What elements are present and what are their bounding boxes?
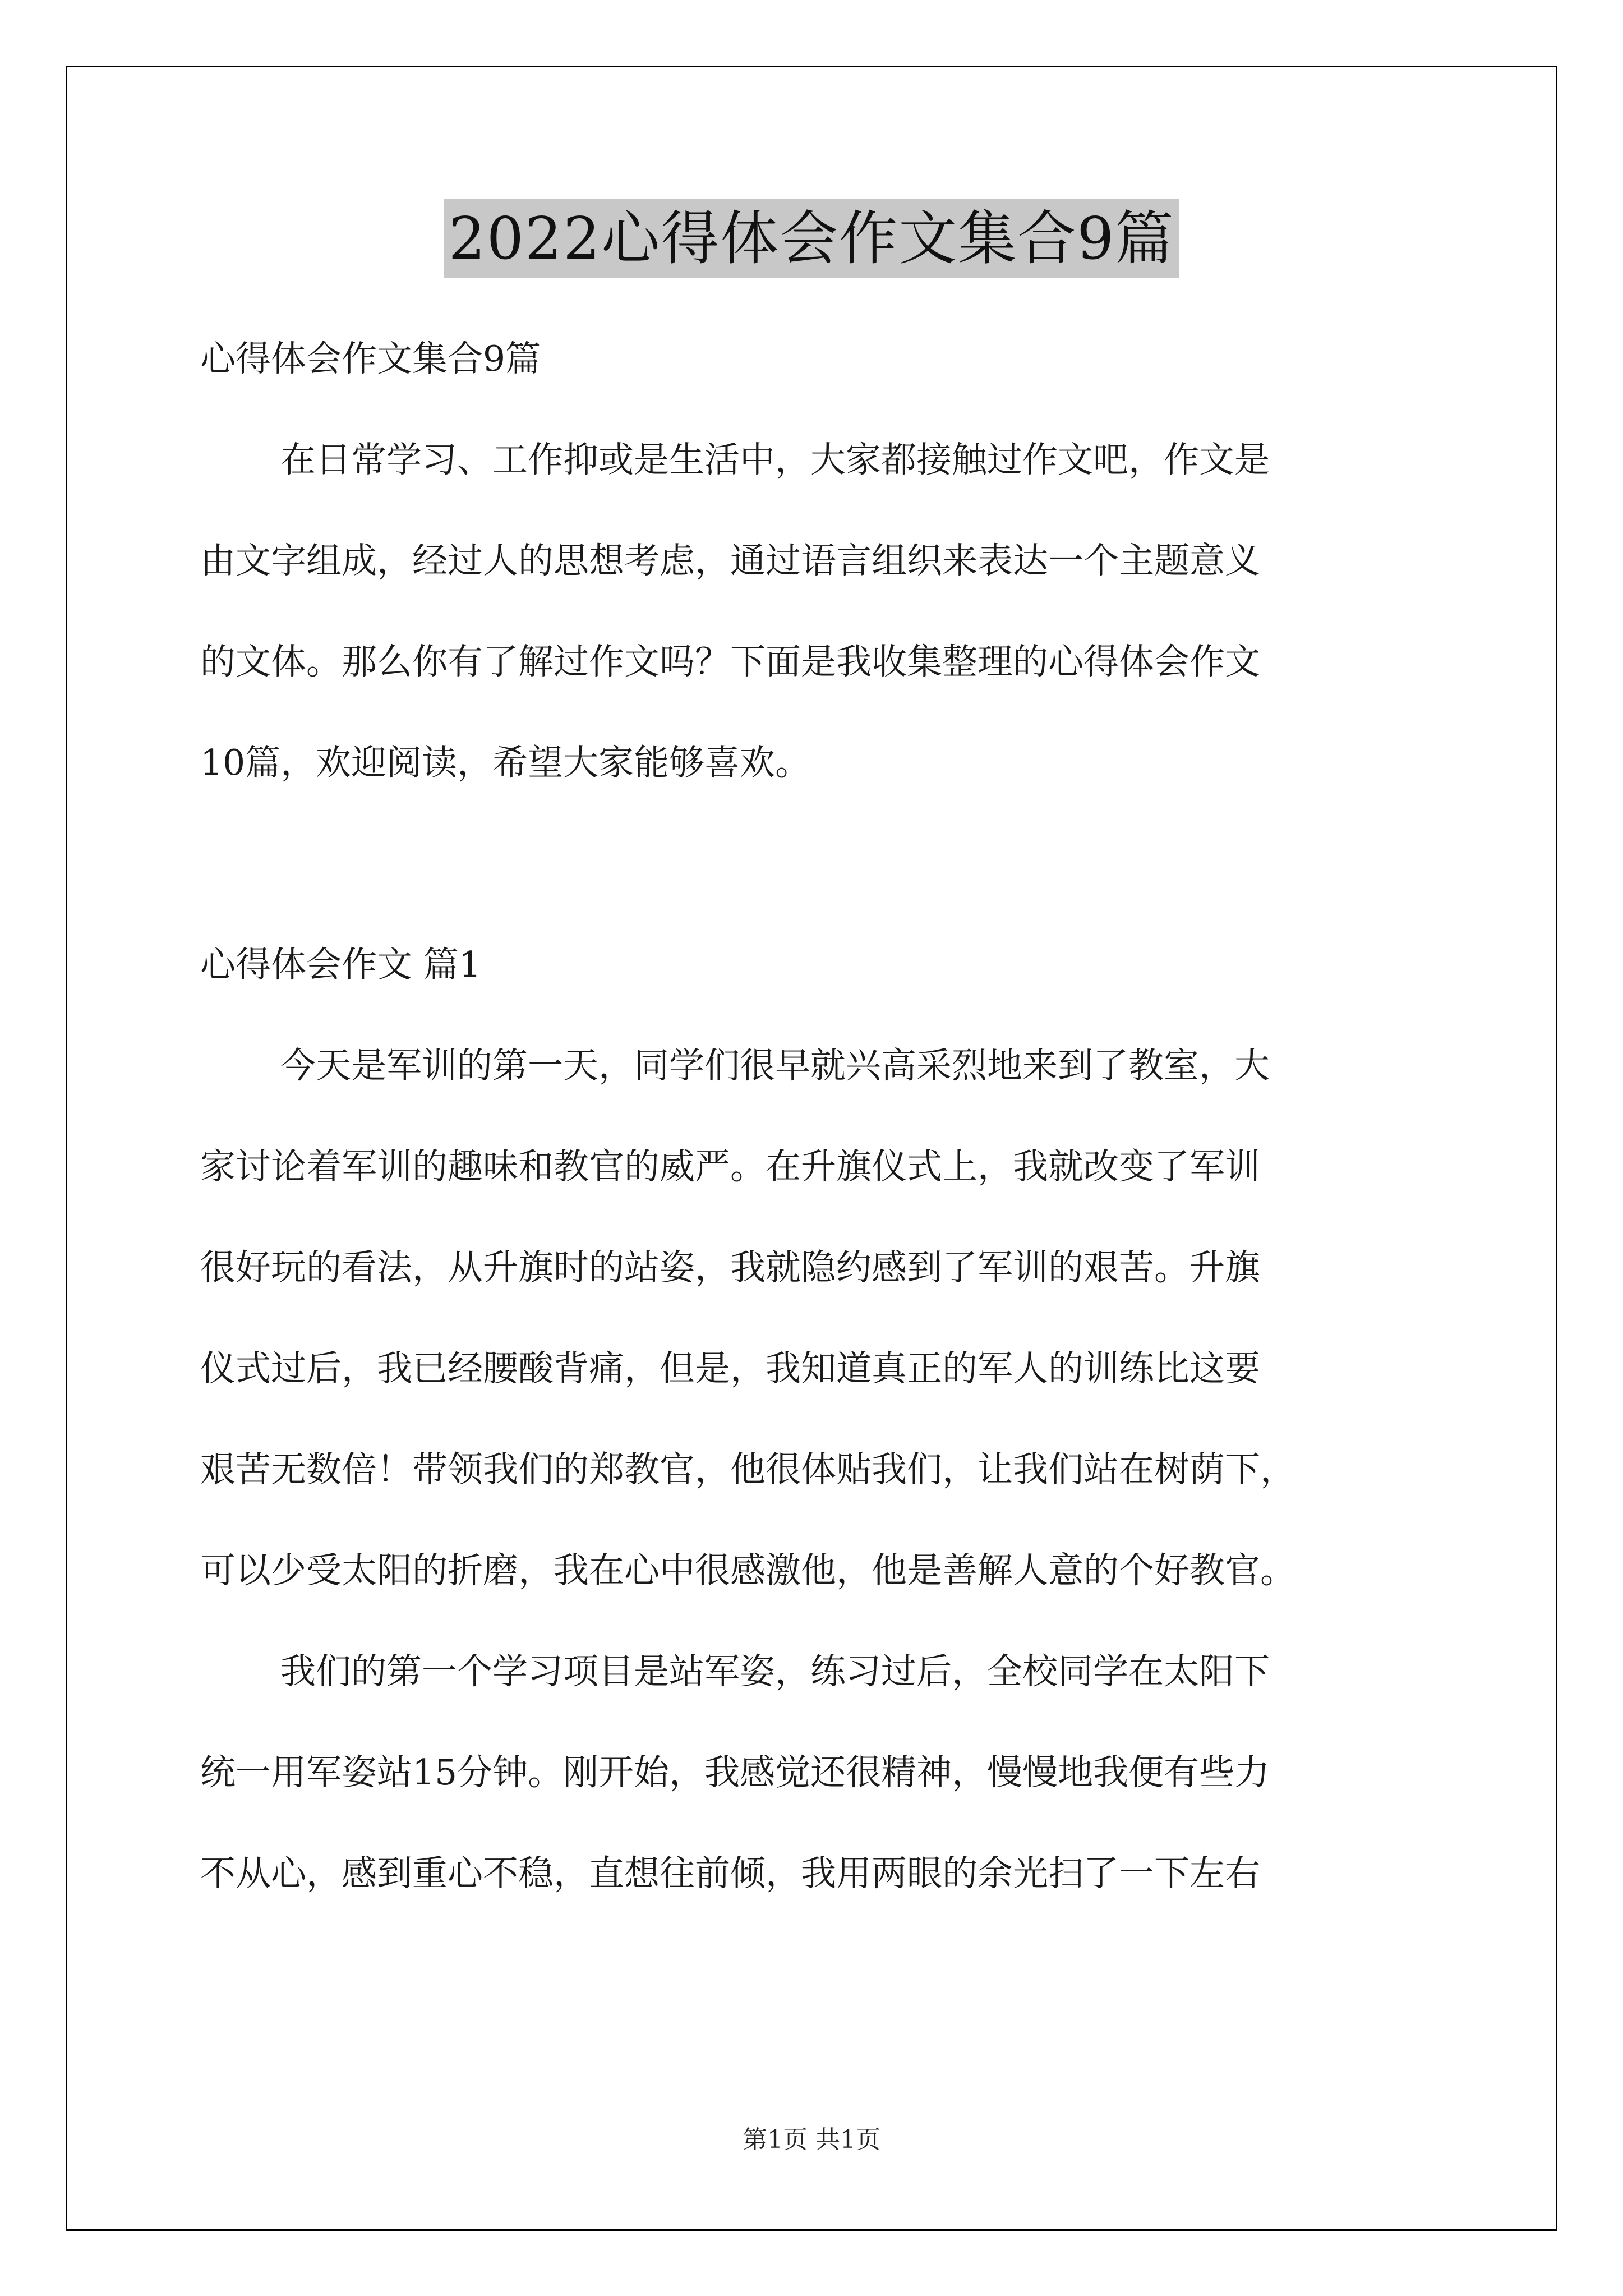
section-heading: 心得体会作文 篇1 [200,944,482,985]
document-title: 2022心得体会作文集合9篇 [444,199,1179,278]
document-body [200,309,1434,1924]
paragraph2-line-2: 统一用军姿站15分钟。刚开始，我感觉还很精神，慢慢地我便有些力 [200,1752,1270,1793]
paragraph1-line-2: 家讨论着军训的趣味和教官的威严。在升旗仪式上，我就改变了军训 [200,1146,1260,1187]
intro-line-2: 由文字组成，经过人的思想考虑，通过语言组织来表达一个主题意义 [200,540,1260,581]
intro-line-1: 在日常学习、工作抑或是生活中，大家都接触过作文吧，作文是 [280,439,1270,480]
document-subtitle: 心得体会作文集合9篇 [200,338,541,379]
paragraph1-line-6: 可以少受太阳的折磨，我在心中很感激他，他是善解人意的个好教官。 [200,1550,1295,1591]
paragraph1-line-4: 仪式过后，我已经腰酸背痛，但是，我知道真正的军人的训练比这要 [200,1348,1260,1389]
paragraph2-line-3: 不从心，感到重心不稳，直想往前倾，我用两眼的余光扫了一下左右 [200,1853,1260,1894]
paragraph1-line-1: 今天是军训的第一天，同学们很早就兴高采烈地来到了教室，大 [280,1045,1270,1086]
spacer [200,813,1434,914]
page-footer [0,2123,1623,2157]
page-indicator: 第1页 共1页 [743,2125,880,2154]
intro-line-4: 10篇，欢迎阅读，希望大家能够喜欢。 [200,742,811,783]
intro-line-3: 的文体。那么你有了解过作文吗？下面是我收集整理的心得体会作文 [200,641,1260,682]
paragraph1-line-5: 艰苦无数倍！带领我们的郑教官，他很体贴我们，让我们站在树荫下， [200,1449,1295,1490]
paragraph2-line-1: 我们的第一个学习项目是站军姿，练习过后，全校同学在太阳下 [280,1651,1270,1692]
paragraph1-line-3: 很好玩的看法，从升旗时的站姿，我就隐约感到了军训的艰苦。升旗 [200,1247,1260,1288]
title-container [0,199,1623,278]
